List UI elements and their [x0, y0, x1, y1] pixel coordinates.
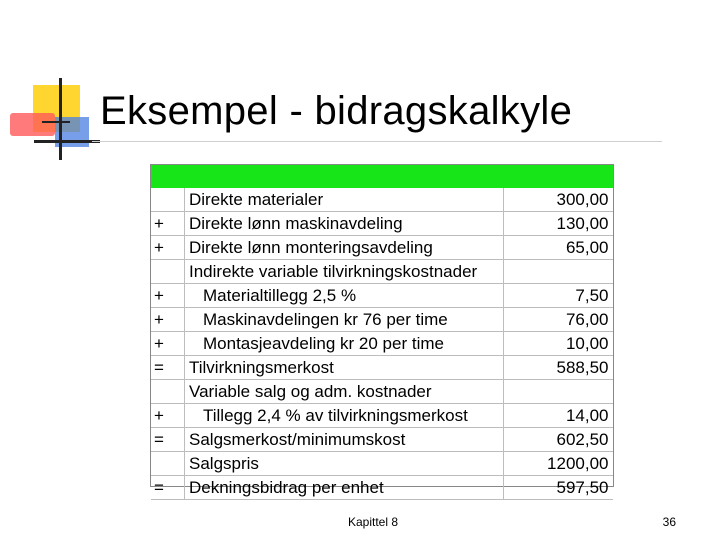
row-label: Indirekte variable tilvirkningskostnader: [185, 260, 504, 284]
row-operator: [151, 188, 185, 212]
row-value: 10,00: [504, 332, 613, 356]
row-operator: =: [151, 476, 185, 500]
row-label: Materialtillegg 2,5 %: [185, 284, 504, 308]
slide-logo: [0, 0, 110, 170]
row-operator: =: [151, 356, 185, 380]
logo-horizontal-line: [34, 140, 100, 143]
row-operator: +: [151, 284, 185, 308]
table-header-band: [151, 165, 613, 188]
table-row: [151, 284, 613, 308]
table-row: [151, 428, 613, 452]
row-operator: +: [151, 332, 185, 356]
row-operator: [151, 260, 185, 284]
row-value: 588,50: [504, 356, 613, 380]
row-label: Maskinavdelingen kr 76 per time: [185, 308, 504, 332]
row-value: 602,50: [504, 428, 613, 452]
row-operator: [151, 380, 185, 404]
row-label: Tilvirkningsmerkost: [185, 356, 504, 380]
row-label: Direkte lønn monteringsavdeling: [185, 236, 504, 260]
table-row: [151, 476, 613, 500]
table-row: [151, 356, 613, 380]
logo-vertical-line: [59, 78, 62, 160]
row-operator: [151, 452, 185, 476]
footer-chapter: Kapittel 8: [348, 515, 399, 529]
title-divider: [92, 141, 662, 142]
table-row: [151, 188, 613, 212]
row-value: 7,50: [504, 284, 613, 308]
table-row: [151, 260, 613, 284]
row-label: Salgspris: [185, 452, 504, 476]
row-value: 130,00: [504, 212, 613, 236]
table-row: [151, 236, 613, 260]
row-value: 300,00: [504, 188, 613, 212]
row-label: Direkte lønn maskinavdeling: [185, 212, 504, 236]
row-value: [504, 260, 613, 284]
table-row: [151, 308, 613, 332]
row-value: 597,50: [504, 476, 613, 500]
row-value: [504, 380, 613, 404]
table-row: [151, 380, 613, 404]
row-label: Salgsmerkost/minimumskost: [185, 428, 504, 452]
row-label: Variable salg og adm. kostnader: [185, 380, 504, 404]
row-value: 65,00: [504, 236, 613, 260]
row-label: Dekningsbidrag per enhet: [185, 476, 504, 500]
row-label: Direkte materialer: [185, 188, 504, 212]
row-label: Tillegg 2,4 % av tilvirkningsmerkost: [185, 404, 504, 428]
row-operator: +: [151, 308, 185, 332]
row-operator: =: [151, 428, 185, 452]
page-number: 36: [662, 515, 676, 529]
row-value: 14,00: [504, 404, 613, 428]
row-value: 76,00: [504, 308, 613, 332]
row-value: 1200,00: [504, 452, 613, 476]
logo-short-line: [42, 121, 70, 123]
table-row: [151, 212, 613, 236]
logo-red-square: [10, 113, 55, 136]
row-label: Montasjeavdeling kr 20 per time: [185, 332, 504, 356]
row-operator: +: [151, 236, 185, 260]
table-row: [151, 404, 613, 428]
slide-title: Eksempel - bidragskalkyle: [100, 89, 573, 133]
row-operator: +: [151, 212, 185, 236]
table-row: [151, 452, 613, 476]
row-operator: +: [151, 404, 185, 428]
table-row: [151, 332, 613, 356]
calculation-table: [150, 164, 614, 497]
